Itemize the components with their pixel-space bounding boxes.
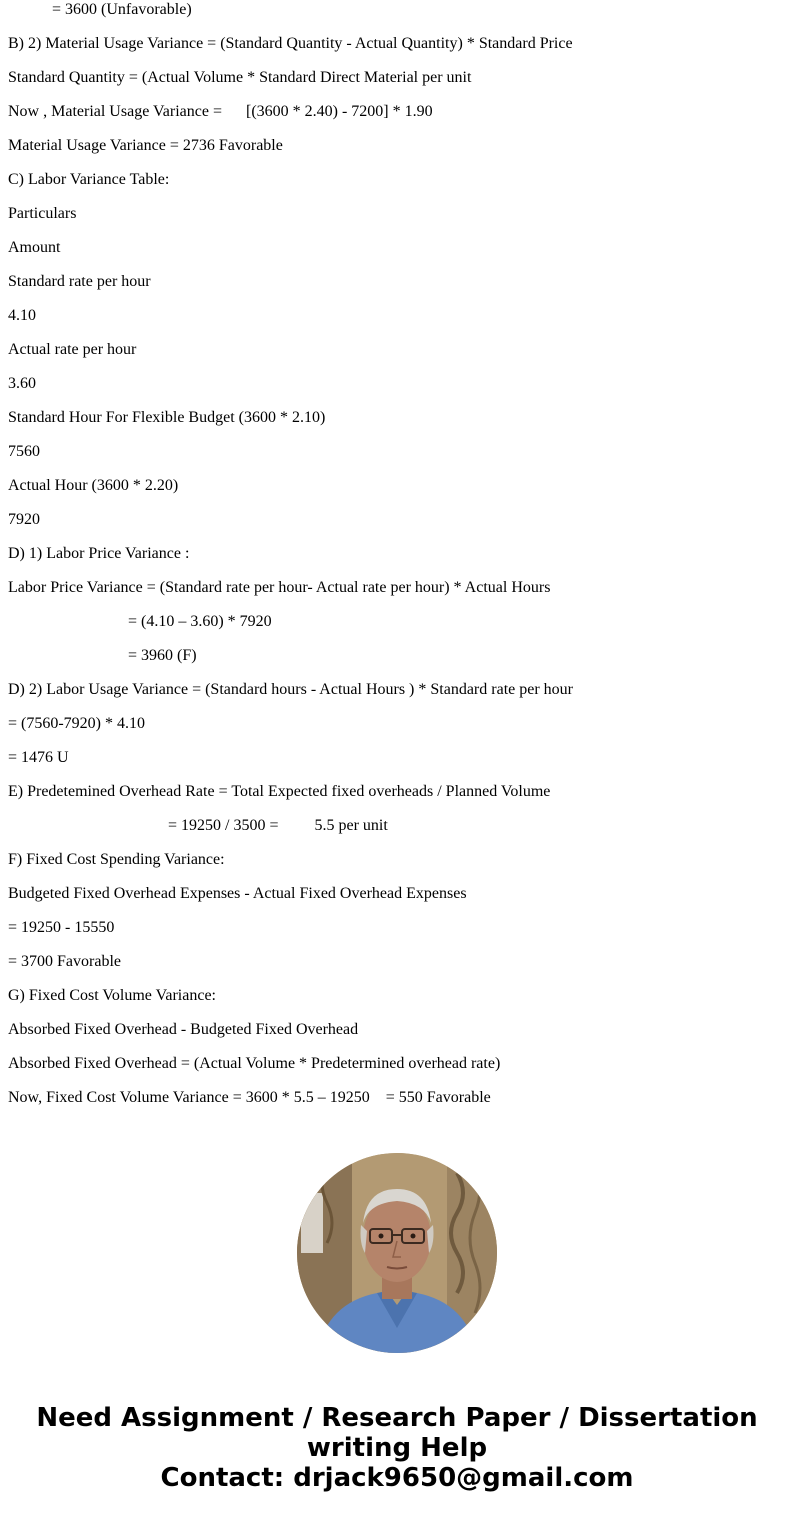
text-line: Absorbed Fixed Overhead - Budgeted Fixed Overhead — [8, 1021, 359, 1038]
text-line: = 19250 / 3500 = 5.5 per unit — [8, 817, 388, 834]
text-line: = 1476 U — [8, 749, 69, 766]
text-line: Standard Quantity = (Actual Volume * Standard Direct Material per unit — [8, 69, 472, 86]
text-line: = (7560-7920) * 4.10 — [8, 715, 146, 732]
table-cell: Actual Hour (3600 * 2.20) — [8, 477, 179, 494]
author-avatar — [297, 1153, 497, 1353]
person-photo-icon — [297, 1153, 497, 1353]
table-header: Amount — [8, 239, 61, 256]
text-line: Absorbed Fixed Overhead = (Actual Volume * Predetermined overhead rate) — [8, 1055, 501, 1072]
text-line: = 3600 (Unfavorable) — [8, 1, 192, 18]
section-heading: G) Fixed Cost Volume Variance: — [8, 987, 216, 1004]
table-cell: 3.60 — [8, 375, 36, 392]
text-line: Material Usage Variance = 2736 Favorable — [8, 137, 283, 154]
section-heading: C) Labor Variance Table: — [8, 171, 170, 188]
text-line: = 3700 Favorable — [8, 953, 121, 970]
table-cell: Standard rate per hour — [8, 273, 151, 290]
promo-banner — [0, 1403, 794, 1493]
text-line: Labor Price Variance = (Standard rate per hour- Actual rate per hour) * Actual Hours — [8, 579, 551, 596]
table-cell: Actual rate per hour — [8, 341, 137, 358]
text-line: Now , Material Usage Variance = [(3600 * 2.40) - 7200] * 1.90 — [8, 103, 433, 120]
text-line: = (4.10 – 3.60) * 7920 — [8, 613, 272, 630]
text-line: Budgeted Fixed Overhead Expenses - Actual Fixed Overhead Expenses — [8, 885, 467, 902]
promo-line: Need Assignment / Research Paper / Dissertation — [36, 1403, 758, 1433]
text-line: B) 2) Material Usage Variance = (Standard Quantity - Actual Quantity) * Standard Price — [8, 35, 573, 52]
text-line: Now, Fixed Cost Volume Variance = 3600 * 5.5 – 19250 = 550 Favorable — [8, 1089, 491, 1106]
table-cell: Standard Hour For Flexible Budget (3600 * 2.10) — [8, 409, 326, 426]
section-heading: D) 1) Labor Price Variance : — [8, 545, 190, 562]
contact-email: Contact: drjack9650@gmail.com — [160, 1463, 634, 1493]
text-line: = 3960 (F) — [8, 647, 197, 664]
section-heading: E) Predetemined Overhead Rate = Total Expected fixed overheads / Planned Volume — [8, 783, 551, 800]
section-heading: F) Fixed Cost Spending Variance: — [8, 851, 225, 868]
table-cell: 4.10 — [8, 307, 36, 324]
table-cell: 7560 — [8, 443, 40, 460]
text-line: = 19250 - 15550 — [8, 919, 115, 936]
promo-line: writing Help — [306, 1433, 488, 1463]
section-heading: D) 2) Labor Usage Variance = (Standard hours - Actual Hours ) * Standard rate per hour — [8, 681, 573, 698]
table-header: Particulars — [8, 205, 77, 222]
table-cell: 7920 — [8, 511, 40, 528]
